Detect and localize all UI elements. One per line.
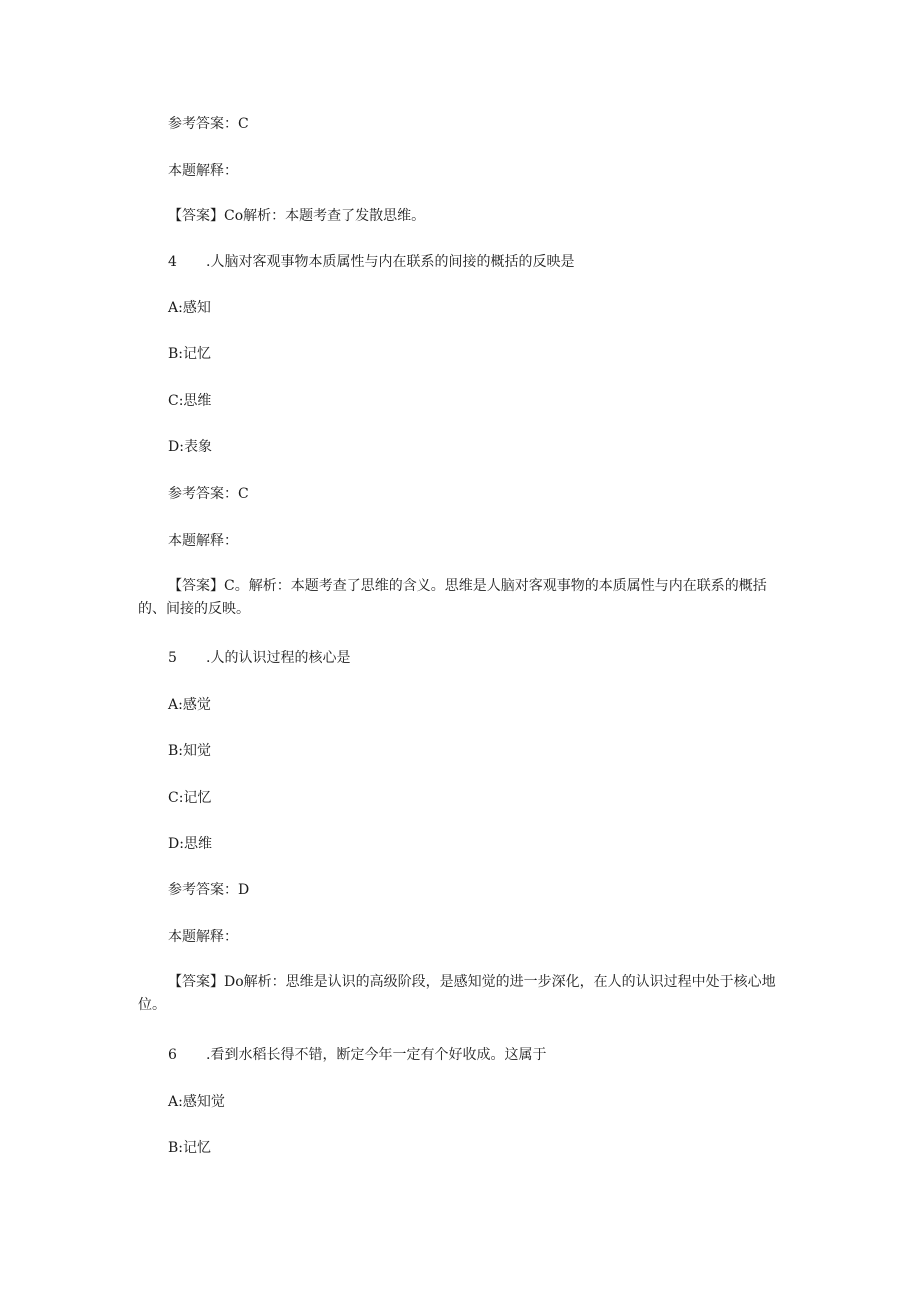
question-5 — [168, 648, 350, 668]
option-d-q5: D:思维 — [168, 836, 212, 852]
question-4 — [168, 252, 574, 272]
question-6 — [168, 1045, 546, 1065]
explanation-label-q4: 本题解释： — [168, 533, 238, 549]
option-c-q5: C:记忆 — [168, 790, 212, 806]
reference-answer-q4: 参考答案：C — [168, 486, 249, 502]
question-text: .人的认识过程的核心是 — [206, 650, 351, 666]
option-b-q4: B:记忆 — [168, 346, 212, 362]
explanation-text-q4: 【答案】C。解析：本题考查了思维的含义。思维是人脑对客观事物的本质属性与内在联系的概括的、间接的反映。 — [138, 578, 767, 617]
question-number: 4 — [168, 254, 177, 270]
reference-answer-q3: 参考答案：C — [168, 116, 249, 132]
explanation-label-q5: 本题解释： — [168, 929, 238, 945]
explanation-text-q5: 【答案】Do解析：思维是认识的高级阶段，是感知觉的进一步深化，在人的认识过程中处于核心地位。 — [138, 974, 776, 1013]
question-text: .看到水稻长得不错，断定今年一定有个好收成。这属于 — [206, 1047, 547, 1063]
reference-answer-q5: 参考答案：D — [168, 882, 250, 898]
option-d-q4: D:表象 — [168, 439, 212, 455]
question-number: 5 — [168, 650, 177, 666]
question-text: .人脑对客观事物本质属性与内在联系的间接的概括的反映是 — [206, 254, 575, 270]
explanation-label-q3: 本题解释： — [168, 163, 238, 179]
option-b-q5: B:知觉 — [168, 743, 212, 759]
option-a-q6: A:感知觉 — [168, 1094, 225, 1110]
option-c-q4: C:思维 — [168, 393, 212, 409]
option-a-q4: A:感知 — [168, 300, 211, 316]
option-a-q5: A:感觉 — [168, 697, 211, 713]
explanation-text-q3: 【答案】Co解析：本题考查了发散思维。 — [168, 208, 426, 224]
option-b-q6: B:记忆 — [168, 1140, 212, 1156]
question-number: 6 — [168, 1047, 177, 1063]
